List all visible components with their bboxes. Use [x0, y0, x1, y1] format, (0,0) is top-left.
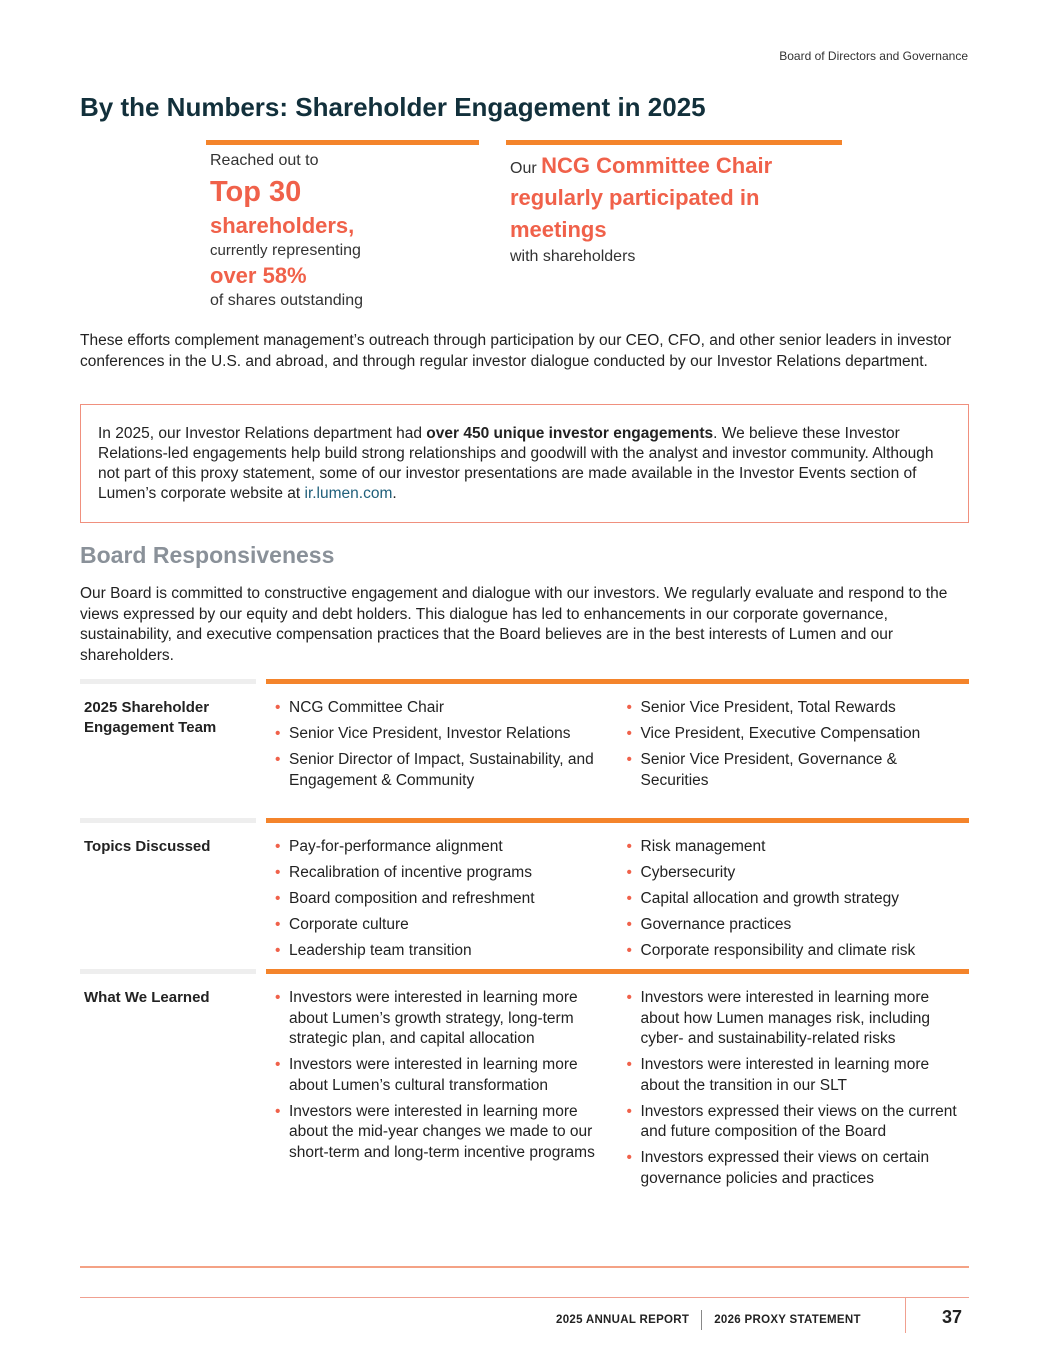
list-item: • Board composition and refreshment — [272, 889, 618, 910]
list-item: • Senior Director of Impact, Sustainability, and Engagement & Community — [272, 750, 618, 791]
callout-text: . — [392, 485, 397, 502]
list-item: • Vice President, Executive Compensation — [624, 724, 970, 745]
intro-paragraph: These efforts complement management’s outreach through participation by our CEO, CFO, and other senior leaders in investor conferences in the U.S. and abroad, and through regular investor dialogue conducted by our Investor Relations department. — [80, 332, 952, 370]
stat-text: Reached out to — [210, 152, 319, 169]
list-item: • Investors were interested in learning more about Lumen’s cultural transformation — [272, 1055, 618, 1096]
stat-ncg-chair — [506, 140, 842, 267]
row-label: 2025 Shareholder Engagement Team — [80, 679, 256, 752]
list-item: • Investors were interested in learning more about Lumen’s growth strategy, long-term strategic plan, and capital allocation — [272, 988, 618, 1050]
responsiveness-paragraph: Our Board is committed to constructive engagement and dialogue with our investors. We regularly evaluate and respond to the views expressed by our equity and debt holders. This dialogue has led to enhancements in our corporate governance, sustainability, and executive compensation practices that the Board believes are in the best interests of Lumen and our shareholders. — [80, 585, 948, 664]
stat-text: Our — [510, 160, 542, 177]
column-left — [266, 837, 618, 967]
investor-relations-callout — [80, 404, 969, 523]
column-right — [618, 988, 970, 1195]
list-item: • Cybersecurity — [624, 863, 970, 884]
list-item: • Senior Vice President, Investor Relations — [272, 724, 618, 745]
footer — [556, 1310, 861, 1330]
list-item: • Investors were interested in learning more about the transition in our SLT — [624, 1055, 970, 1096]
row-label: What We Learned — [80, 969, 256, 1022]
list-item: • Senior Vice President, Governance & Securities — [624, 750, 970, 791]
list-item: • Investors were interested in learning more about the mid-year changes we made to our short-term and long-term incentive programs — [272, 1102, 618, 1164]
list-item: • Recalibration of incentive programs — [272, 863, 618, 884]
list-item: • Pay-for-performance alignment — [272, 837, 618, 858]
stat-top-shareholders — [206, 140, 479, 311]
page-title: By the Numbers: Shareholder Engagement in 2025 — [80, 92, 706, 122]
stat-text: with shareholders — [510, 248, 636, 265]
stat-highlight: shareholders, — [210, 213, 355, 238]
stat-text: currently — [210, 242, 268, 259]
list-item: • Corporate culture — [272, 915, 618, 936]
list-item: • Investors expressed their views on the current and future composition of the Board — [624, 1102, 970, 1143]
stat-highlight: over 58% — [210, 263, 307, 288]
list-item: • Senior Vice President, Total Rewards — [624, 698, 970, 719]
list-item: • Risk management — [624, 837, 970, 858]
footer-annual-report: 2025 ANNUAL REPORT — [556, 1314, 690, 1327]
list-item: • Investors were interested in learning more about how Lumen manages risk, including cyber- and sustainability-related risks — [624, 988, 970, 1050]
list-item: • Governance practices — [624, 915, 970, 936]
column-left — [266, 698, 618, 797]
callout-text: . We believe these Investor Relations-led engagements help build strong relationships and goodwill with the analyst and investor community. Although not part of this proxy statement, some of our investor presentations are made available in the Investor Events section of Lumen’s corporate website at — [98, 425, 934, 502]
row-label: Topics Discussed — [80, 818, 256, 871]
callout-text: In 2025, our Investor Relations department had — [98, 425, 427, 442]
list-item: • Capital allocation and growth strategy — [624, 889, 970, 910]
list-item: • Leadership team transition — [272, 941, 618, 962]
section-label: Board of Directors and Governance — [779, 49, 968, 63]
footer-divider — [80, 1297, 969, 1298]
page-number: 37 — [942, 1307, 963, 1327]
list-item: • Corporate responsibility and climate risk — [624, 941, 970, 962]
section-heading: Board Responsiveness — [80, 542, 335, 568]
column-right — [618, 837, 970, 967]
ir-website-link[interactable]: ir.lumen.com — [304, 485, 393, 502]
column-left — [266, 988, 618, 1195]
stat-highlight: Top 30 — [210, 176, 302, 208]
footer-proxy-statement: 2026 PROXY STATEMENT — [714, 1314, 861, 1327]
list-item: • Investors expressed their views on certain governance policies and practices — [624, 1148, 970, 1189]
footer-divider — [905, 1297, 906, 1333]
stat-text: representing — [267, 242, 361, 259]
stat-highlight: NCG Committee Chair regularly participated in meetings — [510, 153, 773, 242]
callout-bold: over 450 unique investor engagements — [426, 425, 714, 442]
column-right — [618, 698, 970, 797]
divider — [80, 1266, 969, 1268]
list-item: • NCG Committee Chair — [272, 698, 618, 719]
stat-text: of shares outstanding — [210, 292, 363, 309]
